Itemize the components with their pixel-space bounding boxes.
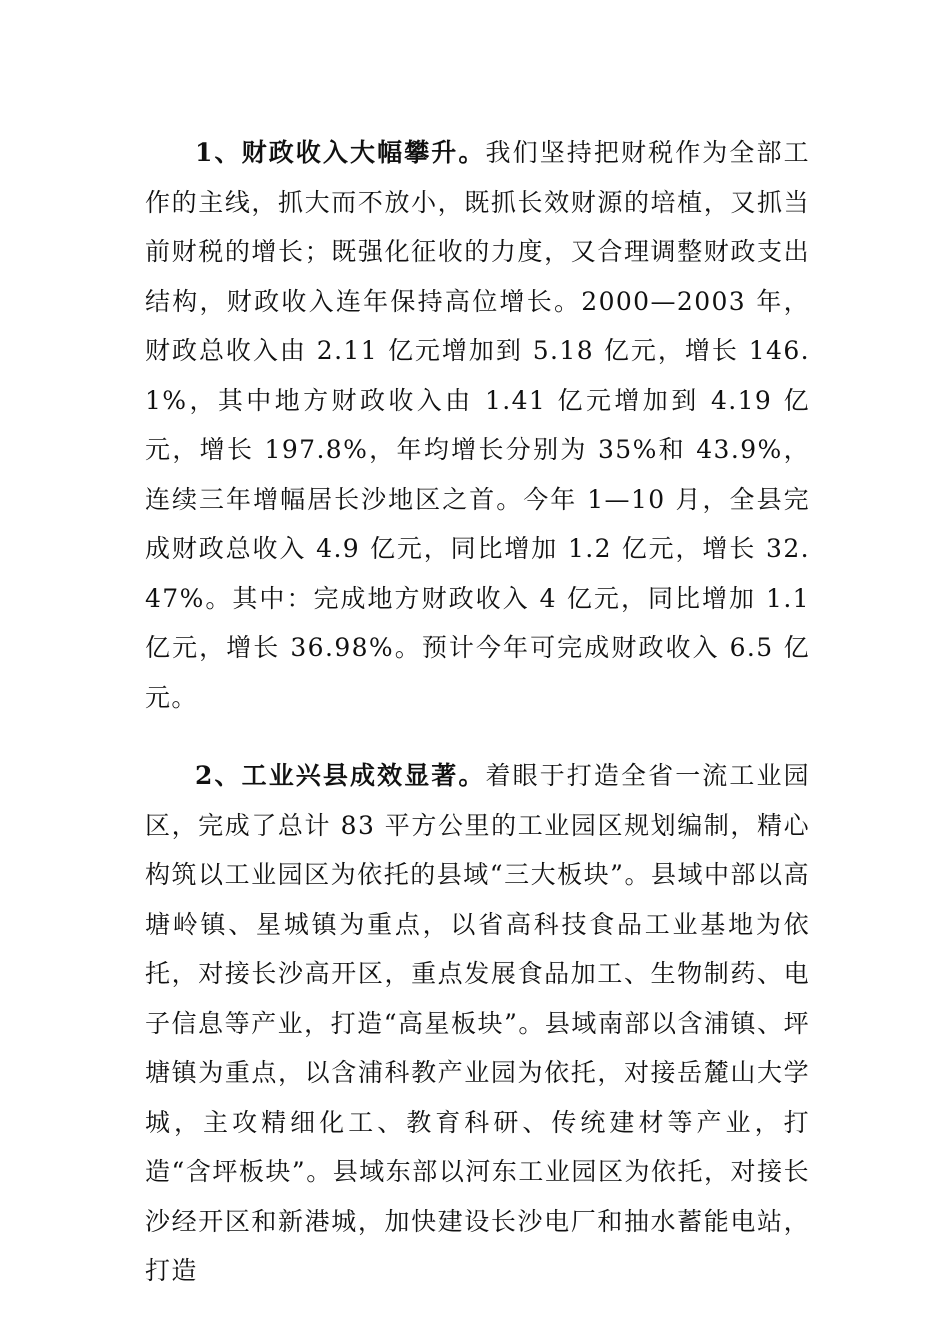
paragraph-finance — [145, 128, 810, 722]
section-heading-industry: 2、工业兴县成效显著。 — [195, 761, 486, 790]
section-body-finance: 我们坚持把财税作为全部工作的主线，抓大而不放小，既抓长效财源的培植，又抓当前财税的增长；既强化征收的力度，又合理调整财政支出结构，财政收入连年保持高位增长。2000—2003 年，财政总收入由 2.11 亿元增加到 5.18 亿元，增长 146.1%，其中地方财政收入由 1.41 亿元增加到 4.19 亿元，增长 197.8%，年均增长分别为 35%和 43.9%，连续三年增幅居长沙地区之首。今年 1—10 月，全县完成财政总收入 4.9 亿元，同比增加 1.2 亿元，增长 32.47%。其中：完成地方财政收入 4 亿元，同比增加 1.1 亿元，增长 36.98%。预计今年可完成财政收入 6.5 亿元。 — [145, 138, 810, 712]
section-body-industry: 着眼于打造全省一流工业园区，完成了总计 83 平方公里的工业园区规划编制，精心构筑以工业园区为依托的县域“三大板块”。县域中部以高塘岭镇、星城镇为重点，以省高科技食品工业基地为依托，对接长沙高开区，重点发展食品加工、生物制药、电子信息等产业，打造“高星板块”。县域南部以含浦镇、坪塘镇为重点，以含浦科教产业园为依托，对接岳麓山大学城，主攻精细化工、教育科研、传统建材等产业，打造“含坪板块”。县域东部以河东工业园区为依托，对接长沙经开区和新港城，加快建设长沙电厂和抽水蓄能电站，打造 — [145, 761, 810, 1285]
document-body — [145, 128, 810, 1296]
paragraph-industry — [145, 751, 810, 1296]
section-heading-finance: 1、财政收入大幅攀升。 — [195, 138, 486, 167]
